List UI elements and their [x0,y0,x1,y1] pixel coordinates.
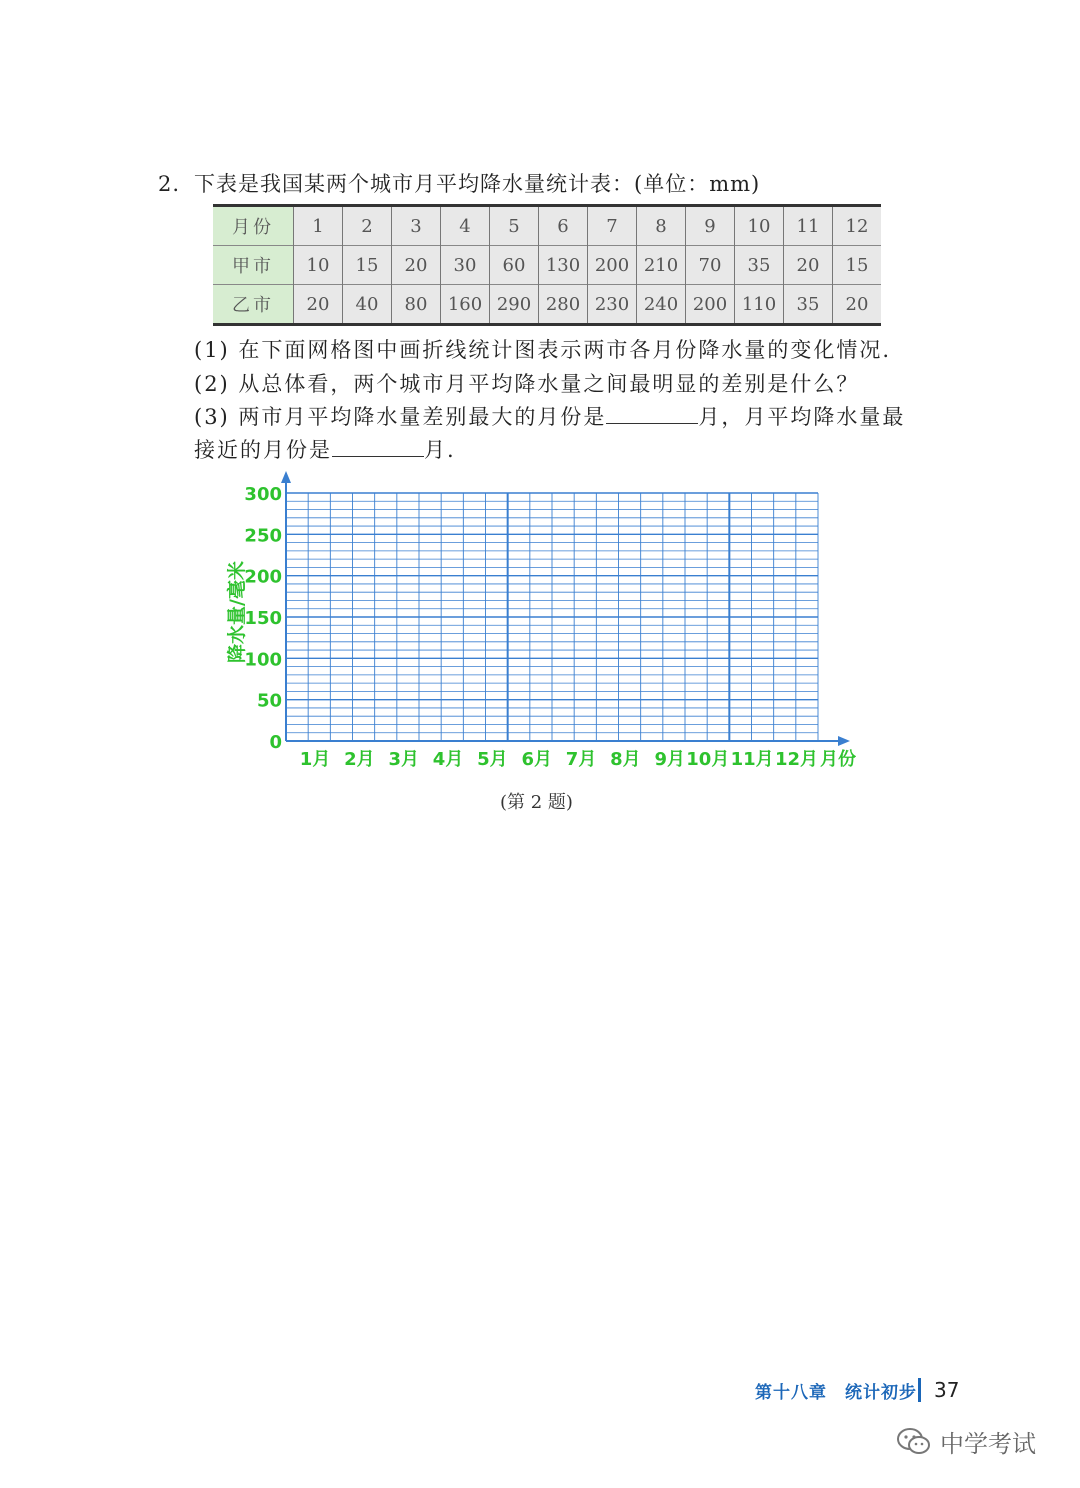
x-tick-label: 6月 [521,749,552,770]
chapter-title: 第十八章 统计初步 [755,1383,917,1403]
x-tick-label: 5月 [477,749,508,770]
x-tick-label: 2月 [344,749,375,770]
x-tick-label: 1月 [299,749,331,770]
table-cell: 20 [294,285,343,325]
table-cell: 1 [294,206,343,246]
table-cell: 35 [784,285,833,325]
table-cell: 160 [441,285,490,325]
wechat-icon [896,1427,932,1457]
table-cell: 4 [441,206,490,246]
table-cell: 40 [343,285,392,325]
table-cell: 240 [637,285,686,325]
question-3-text-d: 月. [424,438,456,462]
y-tick-label: 150 [244,608,282,629]
table-cell: 9 [686,206,735,246]
x-tick-label: 3月 [388,749,419,770]
x-axis-label: 月份 [820,749,856,770]
x-axis-arrow [838,736,850,746]
page-number: 37 [934,1378,960,1402]
y-tick-label: 0 [269,732,282,753]
table-cell: 35 [735,246,784,285]
table-cell: 290 [490,285,539,325]
table-cell: 200 [686,285,735,325]
table-cell: 110 [735,285,784,325]
y-tick-label: 250 [244,525,282,547]
table-cell: 20 [833,285,882,325]
watermark [896,1424,1036,1459]
x-tick-label: 10月 [686,749,730,770]
question-3-text-c: 接近的月份是 [194,438,332,462]
table-cell: 210 [637,246,686,285]
watermark-text: 中学考试 [940,1430,1036,1458]
table-cell: 5 [490,206,539,246]
table-cell: 80 [392,285,441,325]
table-cell: 20 [392,246,441,285]
x-tick-label: 7月 [565,749,597,770]
y-tick-label: 50 [256,690,282,712]
question-2: (2) 从总体看，两个城市月平均降水量之间最明显的差别是什么？ [194,372,860,396]
question-3-text-b: 月，月平均降水量最 [698,405,906,429]
x-tick-label: 11月 [730,749,774,770]
row-label: 甲市 [213,246,294,285]
x-tick-label: 8月 [610,749,641,770]
table-cell: 10 [735,206,784,246]
row-label: 乙市 [213,285,294,325]
table-cell: 200 [588,246,637,285]
table-cell: 230 [588,285,637,325]
table-cell: 15 [343,246,392,285]
y-tick-label: 300 [244,484,282,505]
table-cell: 7 [588,206,637,246]
table-cell: 12 [833,206,882,246]
table-cell: 30 [441,246,490,285]
table-cell: 10 [294,246,343,285]
footer-divider [918,1378,921,1402]
x-tick-label: 9月 [654,749,685,770]
table-cell: 3 [392,206,441,246]
table-cell: 6 [539,206,588,246]
y-tick-label: 200 [244,566,282,588]
figure-caption: (第 2 题) [500,792,573,813]
table-cell: 2 [343,206,392,246]
y-axis-arrow [281,471,291,483]
x-tick-label: 4月 [432,749,464,770]
table-cell: 15 [833,246,882,285]
table-cell: 70 [686,246,735,285]
problem-intro: 下表是我国某两个城市月平均降水量统计表：(单位：mm) [194,172,761,196]
table-cell: 130 [539,246,588,285]
table-cell: 8 [637,206,686,246]
x-tick-label: 12月 [774,749,818,770]
question-3-text-a: (3) 两市月平均降水量差别最大的月份是 [194,405,607,429]
question-1: (1) 在下面网格图中画折线统计图表示两市各月份降水量的变化情况. [194,338,892,362]
table-cell: 20 [784,246,833,285]
chart-grid [286,493,818,741]
table-header-label: 月份 [213,206,294,246]
problem-number: 2. [158,172,181,196]
table-cell: 280 [539,285,588,325]
table-cell: 60 [490,246,539,285]
chart-labels [225,484,856,770]
y-tick-label: 100 [244,649,282,671]
table-cell: 11 [784,206,833,246]
y-axis-label: 降水量/毫米 [226,561,248,663]
